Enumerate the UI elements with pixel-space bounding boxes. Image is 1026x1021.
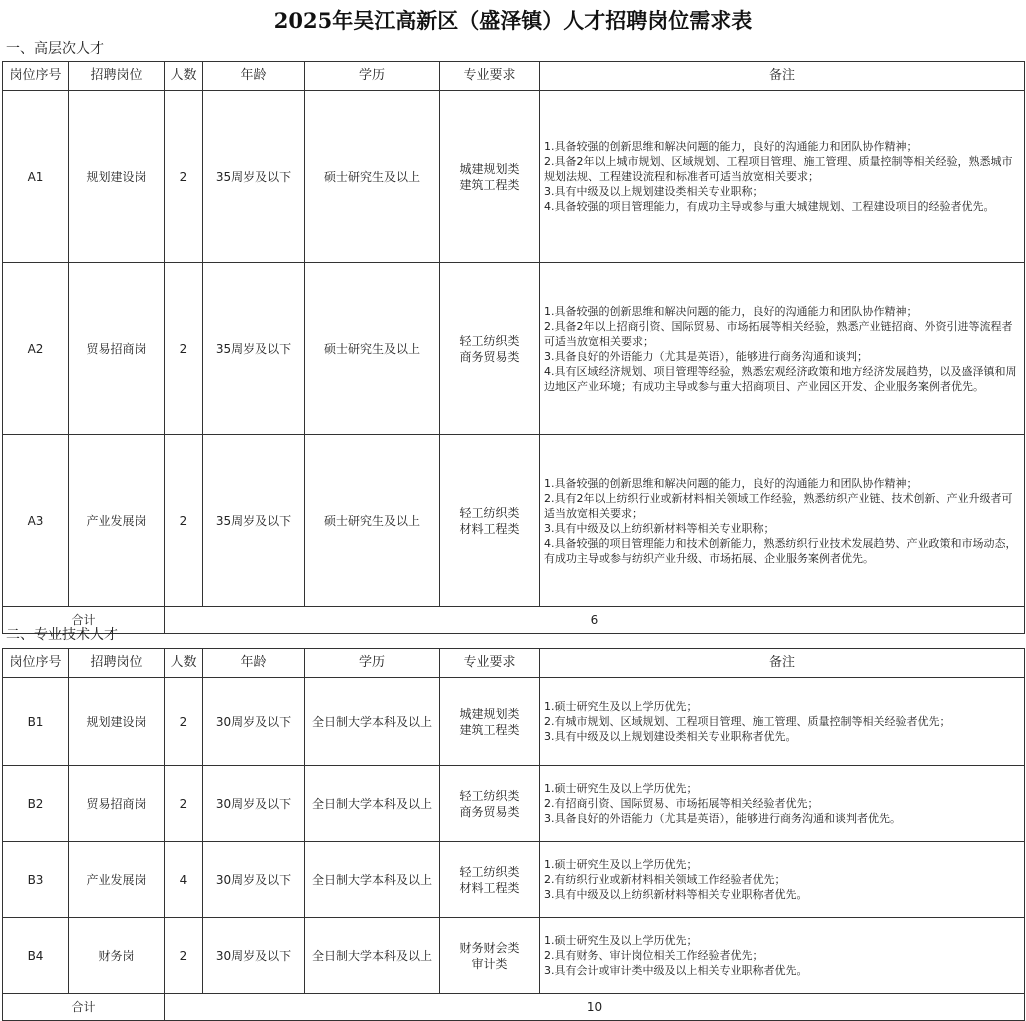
cell-age: 30周岁及以下 — [203, 678, 305, 766]
col-header-age: 年龄 — [203, 649, 305, 678]
total-label: 合计 — [3, 607, 165, 634]
cell-age: 35周岁及以下 — [203, 91, 305, 263]
cell-age: 30周岁及以下 — [203, 918, 305, 994]
major-line: 轻工纺织类 — [459, 505, 520, 520]
cell-id: B4 — [3, 918, 69, 994]
col-header-education: 学历 — [305, 649, 440, 678]
total-row — [3, 994, 1025, 1021]
col-header-id: 岗位序号 — [3, 649, 69, 678]
note-line: 3.具有中级及以上规划建设类相关专业职称者优先。 — [544, 730, 797, 743]
cell-position: 产业发展岗 — [69, 842, 165, 918]
note-line: 3.具有会计或审计类中级及以上相关专业职称者优先。 — [544, 964, 808, 977]
cell-count: 2 — [165, 263, 203, 435]
col-header-age: 年龄 — [203, 62, 305, 91]
col-header-count: 人数 — [165, 62, 203, 91]
cell-age: 35周岁及以下 — [203, 263, 305, 435]
cell-education: 全日制大学本科及以上 — [305, 678, 440, 766]
note-line: 4.具备较强的项目管理能力和技术创新能力，熟悉纺织行业技术发展趋势、产业政策和市场动态，有成功主导或参与纺织产业升级、市场拓展、企业服务案例者优先。 — [544, 536, 1017, 565]
cell-education: 全日制大学本科及以上 — [305, 918, 440, 994]
cell-id: A2 — [3, 263, 69, 435]
cell-education: 硕士研究生及以上 — [305, 435, 440, 607]
note-line: 2.有招商引资、国际贸易、市场拓展等相关经验者优先； — [544, 797, 819, 810]
cell-count: 2 — [165, 918, 203, 994]
col-header-count: 人数 — [165, 649, 203, 678]
cell-id: A3 — [3, 435, 69, 607]
major-line: 材料工程类 — [459, 880, 520, 895]
total-label: 合计 — [3, 994, 165, 1021]
major-line: 商务贸易类 — [459, 349, 520, 364]
note-line: 4.具有区域经济规划、项目管理等经验，熟悉宏观经济政策和地方经济发展趋势，以及盛泽镇和周边地区产业环境；有成功主导或参与重大招商项目、产业园区开发、企业服务案例者优先。 — [544, 364, 1017, 393]
cell-id: A1 — [3, 91, 69, 263]
cell-id: B2 — [3, 766, 69, 842]
cell-education: 硕士研究生及以上 — [305, 263, 440, 435]
col-header-major: 专业要求 — [440, 649, 540, 678]
cell-education: 硕士研究生及以上 — [305, 91, 440, 263]
cell-id: B3 — [3, 842, 69, 918]
cell-id: B1 — [3, 678, 69, 766]
cell-count: 2 — [165, 435, 203, 607]
note-line: 1.硕士研究生及以上学历优先； — [544, 858, 698, 871]
note-line: 2.具有2年以上纺织行业或新材料相关领域工作经验，熟悉纺织产业链、技术创新、产业升级者可适当放宽相关要求； — [544, 491, 1013, 520]
major-line: 建筑工程类 — [459, 177, 520, 192]
cell-position: 规划建设岗 — [69, 91, 165, 263]
note-line: 1.具备较强的创新思维和解决问题的能力，良好的沟通能力和团队协作精神； — [544, 304, 918, 318]
table-high-level-talent — [2, 61, 1025, 634]
cell-count: 2 — [165, 91, 203, 263]
cell-major — [440, 918, 540, 994]
col-header-position: 招聘岗位 — [69, 62, 165, 91]
major-line: 财务财会类 — [459, 940, 520, 955]
table-header-row — [3, 62, 1025, 91]
cell-notes — [540, 918, 1025, 994]
note-line: 2.具有财务、审计岗位相关工作经验者优先； — [544, 949, 764, 962]
cell-major — [440, 766, 540, 842]
table-header-row — [3, 649, 1025, 678]
cell-notes — [540, 263, 1025, 435]
cell-position: 财务岗 — [69, 918, 165, 994]
cell-major — [440, 435, 540, 607]
note-line: 1.硕士研究生及以上学历优先； — [544, 700, 698, 713]
col-header-notes: 备注 — [540, 62, 1025, 91]
note-line: 3.具备良好的外语能力（尤其是英语），能够进行商务沟通和谈判者优先。 — [544, 812, 901, 825]
note-line: 3.具有中级及以上规划建设类相关专业职称； — [544, 185, 764, 198]
total-row — [3, 607, 1025, 634]
note-line: 4.具备较强的项目管理能力，有成功主导或参与重大城建规划、工程建设项目的经验者优先。 — [544, 200, 995, 213]
major-line: 轻工纺织类 — [459, 333, 520, 348]
major-line: 审计类 — [471, 956, 508, 971]
table-row — [3, 263, 1025, 435]
page-title: 2025年吴江高新区（盛泽镇）人才招聘岗位需求表 — [273, 8, 753, 33]
cell-count: 2 — [165, 766, 203, 842]
cell-notes — [540, 766, 1025, 842]
table-row — [3, 91, 1025, 263]
note-line: 3.具有中级及以上纺织新材料等相关专业职称； — [544, 521, 775, 535]
cell-notes — [540, 842, 1025, 918]
table-row — [3, 435, 1025, 607]
cell-count: 2 — [165, 678, 203, 766]
cell-position: 规划建设岗 — [69, 678, 165, 766]
table-row — [3, 918, 1025, 994]
cell-notes — [540, 91, 1025, 263]
col-header-id: 岗位序号 — [3, 62, 69, 91]
cell-position: 产业发展岗 — [69, 435, 165, 607]
note-line: 1.具备较强的创新思维和解决问题的能力，良好的沟通能力和团队协作精神； — [544, 140, 918, 153]
table-row — [3, 766, 1025, 842]
major-line: 城建规划类 — [459, 161, 520, 176]
cell-major — [440, 842, 540, 918]
table-row — [3, 678, 1025, 766]
major-line: 轻工纺织类 — [459, 864, 520, 879]
cell-notes — [540, 678, 1025, 766]
cell-position: 贸易招商岗 — [69, 766, 165, 842]
note-line: 2.有纺织行业或新材料相关领域工作经验者优先； — [544, 873, 786, 886]
cell-notes — [540, 435, 1025, 607]
cell-education: 全日制大学本科及以上 — [305, 766, 440, 842]
table-row — [3, 842, 1025, 918]
cell-major — [440, 91, 540, 263]
total-value: 6 — [165, 607, 1025, 634]
note-line: 2.有城市规划、区域规划、工程项目管理、施工管理、质量控制等相关经验者优先； — [544, 715, 951, 728]
cell-major — [440, 263, 540, 435]
major-line: 商务贸易类 — [459, 804, 520, 819]
note-line: 1.具备较强的创新思维和解决问题的能力，良好的沟通能力和团队协作精神； — [544, 476, 918, 490]
cell-age: 30周岁及以下 — [203, 842, 305, 918]
col-header-major: 专业要求 — [440, 62, 540, 91]
section-heading-professional: 二、专业技术人才 — [6, 627, 118, 643]
note-line: 1.硕士研究生及以上学历优先； — [544, 782, 698, 795]
note-line: 3.具备良好的外语能力（尤其是英语），能够进行商务沟通和谈判； — [544, 349, 868, 363]
major-line: 轻工纺织类 — [459, 788, 520, 803]
note-line: 2.具备2年以上城市规划、区域规划、工程项目管理、施工管理、质量控制等相关经验，熟悉城市规划法规、工程建设流程和标准者可适当放宽相关要求； — [544, 155, 1013, 183]
cell-education: 全日制大学本科及以上 — [305, 842, 440, 918]
total-value: 10 — [165, 994, 1025, 1021]
col-header-position: 招聘岗位 — [69, 649, 165, 678]
table-professional-talent — [2, 648, 1025, 1021]
major-line: 材料工程类 — [459, 521, 520, 536]
note-line: 2.具备2年以上招商引资、国际贸易、市场拓展等相关经验，熟悉产业链招商、外资引进等流程者可适当放宽相关要求； — [544, 319, 1013, 348]
major-line: 城建规划类 — [459, 706, 520, 721]
col-header-notes: 备注 — [540, 649, 1025, 678]
cell-age: 30周岁及以下 — [203, 766, 305, 842]
cell-count: 4 — [165, 842, 203, 918]
cell-age: 35周岁及以下 — [203, 435, 305, 607]
col-header-education: 学历 — [305, 62, 440, 91]
section-heading-high-level: 一、高层次人才 — [6, 41, 104, 57]
major-line: 建筑工程类 — [459, 722, 520, 737]
cell-position: 贸易招商岗 — [69, 263, 165, 435]
note-line: 1.硕士研究生及以上学历优先； — [544, 934, 698, 947]
cell-major — [440, 678, 540, 766]
note-line: 3.具有中级及以上纺织新材料等相关专业职称者优先。 — [544, 888, 808, 901]
